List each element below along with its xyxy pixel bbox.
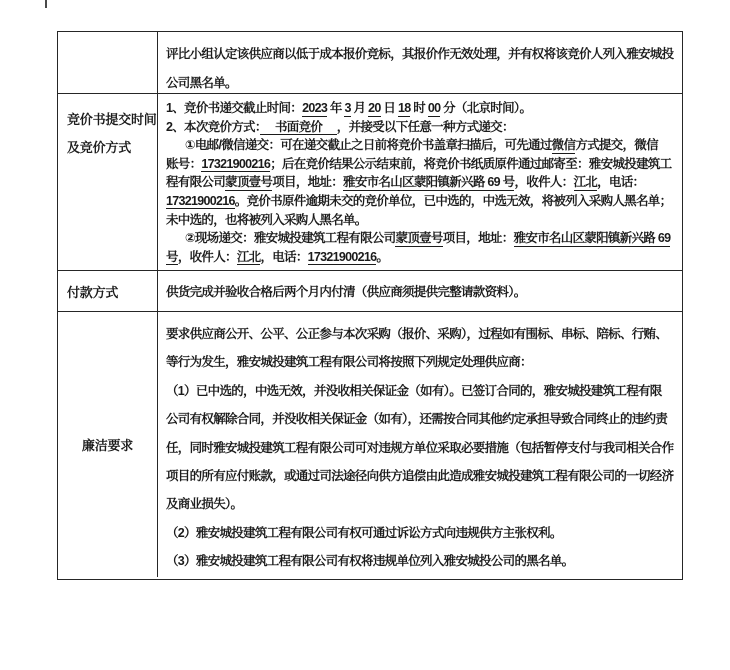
underlined-text: 书面竞价	[260, 119, 337, 134]
text-line	[166, 155, 678, 174]
row-blacklist-clause-label	[58, 32, 158, 93]
text-line	[166, 490, 678, 518]
text-line	[166, 211, 678, 230]
text-segment: 任，同时雅安城投建筑工程有限公司可对违规方单位采取必要措施（包括暂停支付与我司相关合作	[166, 440, 674, 455]
underlined-text: 17321900216	[201, 156, 271, 171]
text-segment: ①电邮/微信递交：可在递交截止之日前将竞价书盖章扫描后，可先通过	[185, 138, 552, 153]
row-label-text: 付款方式	[67, 284, 119, 300]
text-segment: 年	[327, 101, 345, 115]
text-line	[166, 192, 678, 211]
text-segment: 等行为发生，雅安城投建筑工程有限公司将按照下列规定处理供应商：	[166, 355, 532, 370]
scan-artifact-line	[45, 0, 47, 8]
underlined-text: 雅安市名山区蒙阳镇新兴路 69 号	[343, 175, 515, 190]
row-integrity-requirements-label	[58, 312, 158, 577]
underlined-text: 3	[344, 101, 351, 115]
row-payment-terms-label	[58, 271, 158, 311]
text-segment: 方式提交，微信	[575, 138, 658, 153]
underlined-text: 00	[427, 101, 441, 115]
text-line	[166, 136, 678, 155]
row-integrity-requirements	[58, 312, 682, 577]
text-segment: 2、本次竞价方式：	[166, 119, 261, 134]
text-line	[166, 99, 678, 118]
text-line	[166, 377, 678, 405]
text-line	[166, 462, 678, 490]
underlined-text: 18	[397, 101, 411, 115]
text-segment: ②现场递交：雅安城投建筑工程有限公司	[185, 231, 396, 246]
text-segment: 未中选的，也将被列入采购人黑名单。	[166, 212, 367, 227]
text-line	[166, 547, 678, 575]
text-segment: 时	[410, 101, 428, 115]
text-segment: 供货完成并验收合格后两个月内付清（供应商须提供完整请款资料）。	[166, 285, 526, 299]
text-segment: ；后在竞价结果公示结束前，将竞价书纸质原件通过邮寄至：雅安城投建筑工	[270, 156, 672, 171]
text-line	[166, 248, 678, 267]
text-line	[166, 348, 678, 376]
underlined-text: 江北	[236, 249, 261, 264]
text-segment: 。	[376, 249, 389, 264]
text-line	[166, 229, 678, 248]
text-segment: 评比小组认定该供应商以低于成本报价竞标，其报价作无效处理，并有权将该竞价人列入雅安城投	[166, 47, 674, 61]
text-line	[166, 434, 678, 462]
text-segment: 账号：	[166, 156, 202, 171]
text-segment: 日	[380, 101, 398, 115]
underlined-text: 20	[368, 101, 381, 115]
text-line	[166, 40, 678, 69]
row-label-text: 廉洁要求	[81, 438, 134, 453]
text-segment: 程有限公司	[166, 175, 226, 190]
text-line	[166, 118, 678, 137]
text-segment: ，电话：	[597, 175, 645, 190]
text-segment: ，收件人：	[514, 175, 574, 190]
text-segment: 项目，地址：	[272, 175, 344, 190]
text-segment: （2）雅安城投建筑工程有限公司有权可通过诉讼方式向违规供方主张权利。	[166, 525, 562, 540]
text-segment: （1）已中选的，中选无效，并没收相关保证金（如有）。已签订合同的，雅安城投建筑工程有限	[166, 383, 662, 398]
text-segment: 及商业损失）。	[166, 497, 243, 512]
row-submission-time-method	[58, 94, 682, 271]
text-segment: 分（北京时间）。	[440, 101, 532, 115]
text-segment: 1、竞价书递交截止时间：	[166, 101, 303, 115]
row-submission-time-method-label	[58, 94, 158, 270]
text-line	[166, 173, 678, 192]
row-integrity-requirements-content	[158, 312, 682, 577]
underlined-text: 号	[166, 249, 178, 264]
procurement-table	[57, 31, 683, 580]
underlined-text: 2023	[302, 101, 328, 115]
underlined-text: 微信	[551, 138, 576, 153]
text-segment: 项目的所有应付账款，或通过司法途径向供方追偿由此造成雅安城投建筑工程有限公司的一切经济	[166, 469, 674, 484]
text-segment: 项目，地址：	[442, 231, 514, 246]
underlined-text: 17321900216	[166, 193, 235, 208]
row-label-text: 竞价书提交时间	[67, 112, 157, 127]
text-segment: ，收件人：	[177, 249, 237, 264]
row-payment-terms-content	[158, 271, 682, 311]
underlined-text: 蒙顶壹号	[225, 175, 273, 190]
underlined-text: 江北	[573, 175, 598, 190]
text-segment: ，电话：	[260, 249, 308, 264]
underlined-text: 蒙顶壹号	[395, 231, 443, 246]
row-blacklist-clause-content	[158, 32, 682, 93]
text-segment: ，并接受以下任意一种方式递交：	[336, 119, 514, 134]
text-segment: 。竞价书原件逾期未交的竞价单位，已中选的，中选无效，将被列入采购人黑名单；	[234, 193, 672, 208]
text-line	[166, 282, 678, 300]
row-submission-time-method-content	[158, 94, 682, 270]
text-line	[166, 519, 678, 547]
text-line	[166, 69, 678, 93]
row-blacklist-clause	[58, 32, 682, 94]
underlined-text: 17321900216	[307, 249, 377, 264]
text-line	[166, 405, 678, 433]
text-segment: 月	[350, 101, 369, 115]
row-payment-terms	[58, 271, 682, 312]
text-line	[166, 320, 678, 348]
underlined-text: 雅安市名山区蒙阳镇新兴路 69	[513, 231, 671, 246]
text-segment: 公司黑名单。	[166, 76, 237, 90]
text-segment: 要求供应商公开、公平、公正参与本次采购（报价、采购），过程如有围标、串标、陪标、行贿、	[166, 327, 668, 341]
row-label-text: 及竞价方式	[67, 140, 132, 155]
text-segment: 公司有权解除合同，并没收相关保证金（如有），还需按合同其他约定承担导致合同终止的违约责	[166, 412, 668, 427]
text-segment: （3）雅安城投建筑工程有限公司有权将违规单位列入雅安城投公司的黑名单。	[166, 554, 574, 569]
